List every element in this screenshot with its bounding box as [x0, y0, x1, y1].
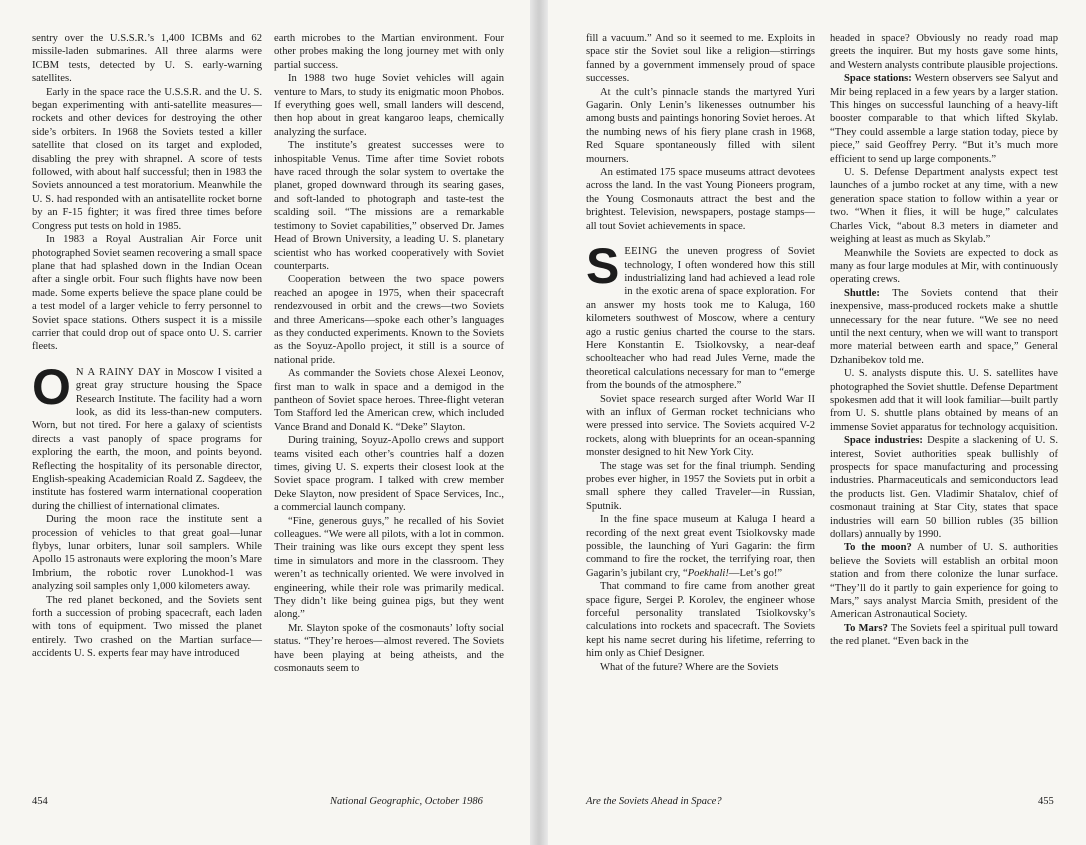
- right-page-column-2: [830, 32, 1058, 649]
- paragraph: [830, 72, 1058, 166]
- paragraph-text: —Let’s go!”: [728, 567, 783, 579]
- paragraph: [830, 622, 1058, 649]
- paragraph: Early in the space race the U.S.S.R. and the U. S. began experimenting with anti-satellite measures—rockets and other devices for destroying the other side’s orbiters. In 1968 the Soviets tested a killer satellite that closed on its target and exploded, disabling the prey with shrapnel. A score of tests followed, with about half successful; then in 1983 the Soviets announced a test moratorium. Meanwhile the U. S. had responded with an antisatellite rocket borne by an F-15 fighter; it was fired three times before Congress put tests on hold in 1985.: [32, 86, 262, 232]
- paragraph: At the cult’s pinnacle stands the martyred Yuri Gagarin. Only Lenin’s likenesses outnumber his among busts and paintings honoring Soviet heroes. At the numbing news of his fiery plane crash in 1968, Red Square spontaneously filled with silent mourners.: [586, 86, 815, 165]
- paragraph: In 1983 a Royal Australian Air Force unit photographed Soviet seamen recovering a small space plane that had splashed down in the Indian Ocean after a single orbit. Four such flights have now been made. Some experts believe the space plane could be a test model of a larger vehicle to ferry personnel to Soviet space stations. Others suspect it is a missile carrier that could drop out of space onto U. S. carrier fleets.: [32, 234, 262, 353]
- paragraph: What of the future? Where are the Soviets: [600, 661, 779, 673]
- paragraph-text: The Soviets feel a spiritual pull toward the red planet. “Even back in the: [830, 622, 1058, 648]
- paragraph: U. S. Defense Department analysts expect test launches of a jumbo rocket at any time, with a new generation space station to follow within a year or two. “When it flies, it will be huge,” calculates Charles Vick, “about 8.3 meters in diameter and weighing at least as much as Skylab.”: [830, 167, 1058, 246]
- section-opening-paragraph: [586, 238, 815, 392]
- paragraph: U. S. analysts dispute this. U. S. satellites have photographed the Soviet shuttle. Defense Department spokesmen add that it will look familiar—built partly from U. S. shuttle plans obtained by means of an immense Soviet apparatus for technology acquisition.: [830, 368, 1058, 433]
- paragraph-text: Despite a slackening of U. S. interest, Soviet authorities speak bullishly of prospects for space manufacturing and processing industries. Pharmaceuticals and semiconductors lead the products list. Gen. Vladimir Shatalov, chief of cosmonaut training at Star City, states that space industries will earn 50 billion rubles (35 billion dollars) annually by 1990.: [830, 435, 1059, 541]
- paragraph: Mr. Slayton spoke of the cosmonauts’ lofty social status. “They’re heroes—almost revered. The Soviets have been playing at being atheists, and the cosmonauts seem to: [274, 622, 504, 675]
- running-footer: National Geographic, October 1986: [330, 796, 483, 807]
- paragraph-text: Western observers see Salyut and Mir being replaced in a few years by a larger station. This hinges on successful launching of a heavy-lift booster comparable to that which lifted Skylab. “They could assemble a large station today, piece by piece,” said Geoffrey Perry. “But it’s much more efficient to send up large components.”: [830, 73, 1058, 165]
- paragraph: earth microbes to the Martian environment. Four other probes making the long journey met with only partial success.: [274, 33, 504, 71]
- paragraph: [830, 434, 1058, 541]
- paragraph: An estimated 175 space museums attract devotees across the land. In the vast Young Pioneers program, the Young Cosmonauts attract the best and the brightest. Television, newspapers, postage stamps—all tout Soviet achievements in space.: [586, 167, 815, 232]
- subhead: To Mars?: [844, 622, 888, 634]
- left-page-column-2: [274, 32, 504, 676]
- paragraph: Meanwhile the Soviets are expected to dock as many as four large modules at Mir, with continuously operating crews.: [830, 247, 1058, 286]
- subhead: Space industries:: [844, 435, 923, 447]
- paragraph: The institute’s greatest successes were to inhospitable Venus. Time after time Soviet robots have raced through the solar system to overtake the planet, groped downward through its searing gases, and soft-landed to photograph and taste-test the scalding soil. “The missions are a remarkable testimony to Soviet capabilities,” observed Dr. James Head of Brown University, a leading U. S. planetary scientist who has worked cooperatively with Soviet counterparts.: [274, 140, 504, 272]
- lead-in-text: EEING: [624, 246, 658, 258]
- paragraph: sentry over the U.S.S.R.’s 1,400 ICBMs and 62 missile-laden submarines. All three alarms were ICBM tests, detected by U. S. early-warning satellites.: [32, 33, 262, 85]
- subhead: Shuttle:: [844, 287, 880, 299]
- italic-quote: Poekhali!: [687, 567, 729, 579]
- paragraph: As commander the Soviets chose Alexei Leonov, first man to walk in space and a demigod in the pantheon of Soviet space heroes. Three-flight veteran Tom Stafford led the American crew, which included Vance Brand and Donald K. “Deke” Slayton.: [274, 368, 504, 433]
- subhead: To the moon?: [844, 542, 912, 554]
- right-page-column-1: [586, 32, 815, 674]
- page-number: 454: [32, 796, 48, 807]
- paragraph: The red planet beckoned, and the Soviets sent forth a succession of probing spacecraft, each laden with tons of equipment. Two missed the planet entirely. Two crashed on the Martian surface—accidents U. S. experts fear may have introduced: [32, 594, 262, 660]
- paragraph: Cooperation between the two space powers reached an apogee in 1975, when their spacecraft rendezvoused in orbit and the crews—two Soviets and three Americans—spoke each other’s languages as they conducted experiments. Known to the Soviets as the Soyuz-Apollo project, it still is a source of national pride.: [274, 274, 504, 366]
- section-opening-paragraph: [32, 358, 262, 513]
- paragraph: [830, 287, 1058, 367]
- paragraph: The stage was set for the final triumph. Sending probes ever higher, in 1957 the Soviets put in orbit a small sphere they called Traveler—in Russian, Sputnik.: [586, 460, 815, 512]
- paragraph-text: The Soviets contend that their inexpensive, mass-produced rockets make a shuttle unnecessary for the near future. “We see no need until the next century, when we will want to transport more material between earth and space,” General Dzhanibekov told me.: [830, 287, 1058, 366]
- page-number: 455: [1038, 796, 1054, 807]
- drop-cap: S: [586, 238, 620, 295]
- left-page-column-1: [32, 32, 262, 661]
- paragraph: “Fine, generous guys,” he recalled of his Soviet colleagues. “We were all pilots, with a lot in common. Their training was like ours except they spent less time in simulators and more in the classroom. They weren’t as technically oriented. We were involved in engineering, while their role was primarily medical. They didn’t like being guinea pigs, but they went along.”: [274, 515, 504, 621]
- paragraph-text: in Moscow I visited a great gray structure housing the Space Research Institute. The facility had a worn look, as did its less-than-new computers. Worn, but not tired. For here a galaxy of scientists directs a vast panoply of space programs for exploring the earth, the moon, and points beyond. Reflecting the hospitality of its personable director, English-speaking Academician Roald Z. Sagdeev, the institute has fostered warm international cooperation during the chilliest of international climates.: [32, 366, 262, 512]
- right-page: [548, 0, 1086, 845]
- paragraph: In 1988 two huge Soviet vehicles will again venture to Mars, to study its enigmatic moon Phobos. If everything goes well, small landers will descend, then hop about in great kangaroo leaps, chemically analyzing the surface.: [274, 73, 504, 138]
- paragraph: [586, 513, 815, 580]
- paragraph: During the moon race the institute sent a procession of vehicles to that great goal—lunar flybys, lunar orbiters, lunar soil samplers. While Apollo 15 astronauts were exploring the moon’s Mare Imbrium, the robotic rover Lunokhod-1 was analyzing soil samples only 1,000 kilometers away.: [32, 514, 262, 593]
- paragraph-text: A number of U. S. authorities believe the Soviets will establish an orbital moon station and from there colonize the lunar surface. “They’ll do it partly to gain experience for going to Mars,” says analyst Marcia Smith, president of the American Astronautical Society.: [830, 542, 1058, 621]
- paragraph: That command to fire came from another great space figure, Sergei P. Korolev, the engineer whose forceful personality translated Tsiolkovsky’s calculations into rockets and spacecraft. The Soviets kept his name secret during his lifetime, referring to him only as Chief Designer.: [586, 581, 815, 660]
- lead-in-text: N A RAINY DAY: [75, 366, 161, 378]
- subhead: Space stations:: [844, 73, 912, 85]
- paragraph-text: In the fine space museum at Kaluga I heard a recording of the next great event Tsiolkovsky made possible, the launching of Yuri Gagarin: the firm command to fire the rocket, the terrifying roar, then Gagarin’s jubilant cry, “: [586, 514, 815, 579]
- left-page: [0, 0, 530, 845]
- page-gutter: [530, 0, 548, 845]
- paragraph: [830, 541, 1058, 621]
- drop-cap: O: [32, 358, 71, 415]
- paragraph: fill a vacuum.” And so it seemed to me. Exploits in space stir the Soviet soul like a religion—stirrings fanned by a government immensely proud of space successes.: [586, 33, 815, 85]
- paragraph-text: the uneven progress of Soviet technology, I often wondered how this still industrializing land had achieved a lead role in the exotic arena of space exploration. For an answer my hosts took me to Kaluga, 160 kilometers southwest of Moscow, where a century ago a rustic genius charted the course to the stars. Here Konstantin E. Tsiolkovsky, a near-deaf schoolteacher who had read Jules Verne, made the theoretical calculations necessary for man to “emerge from the bounds of the atmosphere.”: [586, 246, 815, 392]
- paragraph: Soviet space research surged after World War II with an influx of German rocket technicians who were pressed into service. The Soviets acquired V-2 rockets, along with blueprints for an ocean-spanning monster designed to hit New York City.: [586, 393, 815, 459]
- running-footer: Are the Soviets Ahead in Space?: [586, 796, 722, 807]
- paragraph: During training, Soyuz-Apollo crews and support teams visited each other’s countries half a dozen times, giving U. S. experts their closest look at the Soviet space program. I talked with crew member Deke Slayton, now president of Space Services, Inc., a commercial launch company.: [274, 435, 504, 514]
- paragraph: headed in space? Obviously no ready road map greets the inquirer. But my hosts gave some hints, and Western analysts contribute plausible projections.: [830, 33, 1058, 71]
